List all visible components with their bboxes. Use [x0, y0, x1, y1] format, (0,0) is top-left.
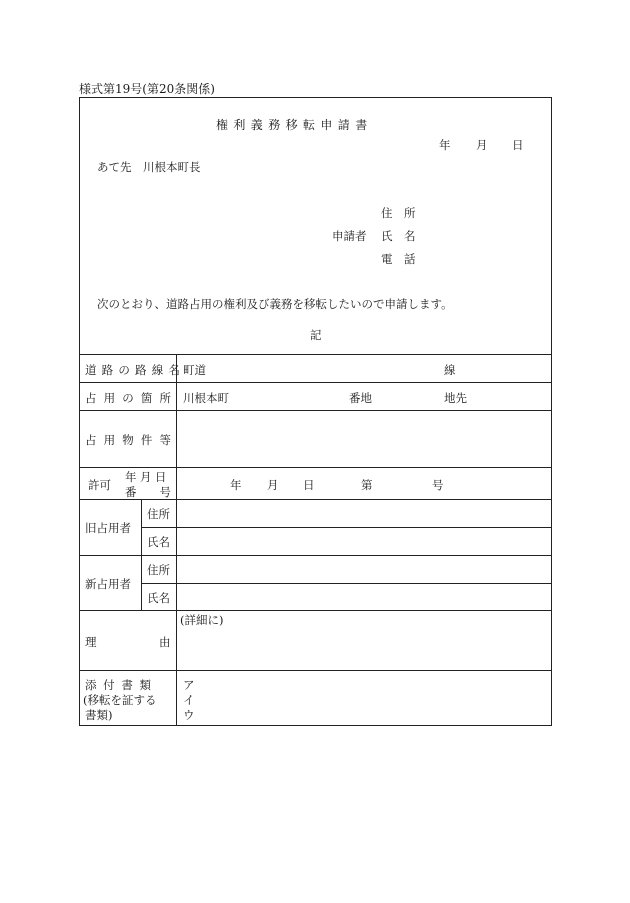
reason-label-right: 由	[159, 635, 171, 649]
ki-label: 記	[310, 328, 322, 342]
addressee: あて先 川根本町長	[97, 160, 201, 174]
intro-text: 次のとおり、道路占用の権利及び義務を移転したいので申請します。	[97, 297, 453, 311]
date-day: 日	[512, 138, 524, 152]
road-route-suffix: 線	[444, 363, 456, 377]
new-occupant-address-label: 住所	[147, 563, 170, 577]
permit-day: 日	[303, 478, 315, 492]
application-form	[79, 97, 552, 726]
divider	[79, 354, 552, 355]
column-divider	[176, 354, 177, 726]
attachment-item: ウ	[183, 708, 195, 722]
old-occupant-label: 旧占用者	[85, 521, 131, 535]
location-label: 占用の箇所	[85, 391, 179, 405]
form-number: 様式第19号(第20条関係)	[79, 82, 215, 96]
applicant-address-label: 住 所	[381, 206, 416, 220]
divider	[141, 583, 552, 584]
new-occupant-label: 新占用者	[85, 577, 131, 591]
location-prefix: 川根本町	[183, 391, 229, 405]
divider	[79, 555, 552, 556]
divider	[79, 610, 552, 611]
old-occupant-address-label: 住所	[147, 507, 170, 521]
road-route-prefix: 町道	[183, 363, 206, 377]
permit-number-label: 番 号	[125, 485, 171, 499]
permit-label: 許可	[88, 478, 111, 492]
form-title: 権利義務移転申請書	[216, 118, 373, 132]
divider	[79, 382, 552, 383]
reason-note: (詳細に)	[180, 613, 224, 627]
new-occupant-name-label: 氏名	[147, 591, 170, 605]
date-month: 月	[476, 138, 488, 152]
applicant-role-label: 申請者	[332, 229, 367, 243]
objects-label: 占用物件等	[85, 433, 179, 447]
date-year: 年	[439, 138, 451, 152]
divider	[141, 527, 552, 528]
permit-year: 年	[230, 478, 242, 492]
divider	[79, 670, 552, 671]
permit-gou: 号	[432, 478, 444, 492]
attachments-label: 添付書類	[85, 678, 158, 692]
permit-dai: 第	[361, 478, 373, 492]
attachment-item: ア	[183, 678, 195, 692]
old-occupant-name-label: 氏名	[147, 535, 170, 549]
reason-label-left: 理	[85, 635, 97, 649]
permit-month: 月	[267, 478, 279, 492]
applicant-phone-label: 電 話	[381, 252, 416, 266]
divider	[79, 467, 552, 468]
attachment-item: イ	[183, 693, 195, 707]
attachments-label-line3: 書類)	[85, 708, 113, 722]
divider	[79, 410, 552, 411]
attachments-label-line2: (移転を証する	[83, 693, 157, 707]
column-divider	[141, 499, 142, 610]
permit-date-label: 年月日	[125, 470, 170, 484]
location-chisaki: 地先	[444, 391, 467, 405]
road-route-label: 道路の路線名	[85, 363, 186, 377]
location-banchi: 番地	[349, 391, 372, 405]
applicant-name-label: 氏 名	[381, 229, 416, 243]
